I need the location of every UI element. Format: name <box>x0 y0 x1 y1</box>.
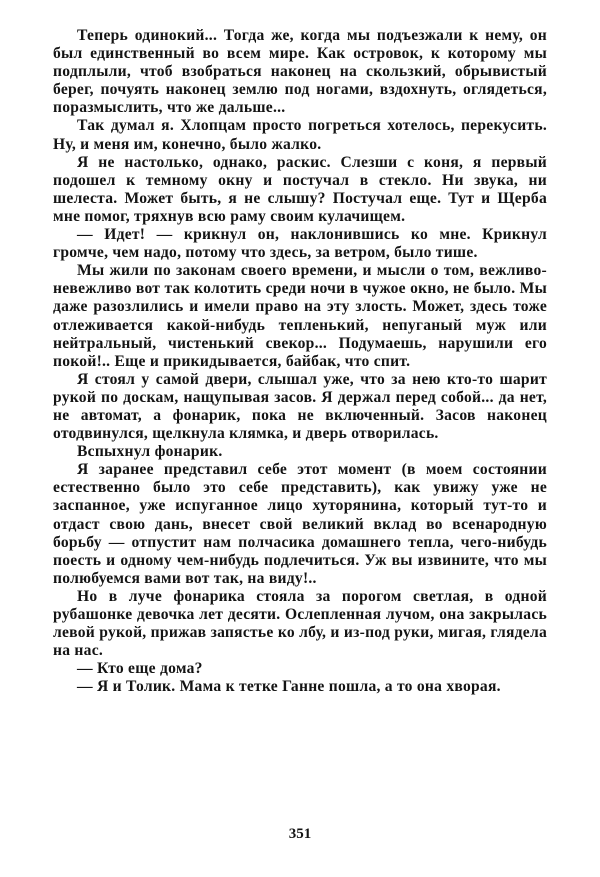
page-number: 351 <box>288 826 312 842</box>
paragraph: Я стоял у самой двери, слышал уже, что за нею кто-то шарит рукой по доскам, нащупывая засов. Я держал перед собой... да нет, не автомат, а фонарик, пока не включенный. Засов наконец отодвинулся, щелкнула клямка, и дверь отворилась. <box>53 370 547 443</box>
paragraph: — Я и Толик. Мама к тетке Ганне пошла, а то она хворая. <box>77 678 501 696</box>
paragraph: Так думал я. Хлопцам просто погреться хотелось, перекусить. Ну, и меня им, конечно, было жалко. <box>53 117 547 153</box>
paragraph: Вспыхнул фонарик. <box>77 443 223 461</box>
paragraph: Я не настолько, однако, раскис. Слезши с коня, я первый подошел к темному окну и постучал в стекло. Ни звука, ни шелеста. Может быть, я не слышу? Постучал еще. Тут и Щерба мне помог, тряхнув всю раму своим кулачищем. <box>53 153 547 225</box>
paragraph: Но в луче фонарика стояла за порогом светлая, в одной рубашонке девочка лет десяти. Ослепленная лучом, она закрылась левой рукой, прижав запястье ко лбу, и из-под руки, мигая, глядела на нас. <box>53 587 547 660</box>
paragraph: Я заранее представил себе этот момент (в моем состоянии естественно было это себе представить), как увижу уже не заспанное, уже испуганное лицо хуторянина, который тут-то и отдаст свою дань, внесет свой великий вклад во всенародную борьбу — отпустит нам полчасика домашнего тепла, чего-нибудь поесть и одному чем-нибудь подлечиться. Уж вы извините, что мы полюбуемся вами вот так, на виду!.. <box>53 461 547 587</box>
paragraph: — Кто еще дома? <box>77 660 203 678</box>
paragraph: Теперь одинокий... Тогда же, когда мы подъезжали к нему, он был единственный во всем мире. Как островок, к которому мы подплыли, чтоб взобраться наконец на скользкий, обрывистый берег, почуять наконец землю под ногами, вздохнуть, оглядеться, поразмыслить, что же дальше... <box>53 27 547 117</box>
paragraph: Мы жили по законам своего времени, и мысли о том, вежливо-невежливо вот так колотить среди ночи в чужое окно, не было. Мы даже разозлились и имели право на эту злость. Может, здесь тоже отлеживается какой-нибудь тепленький, непуганый муж или нейтральный, чистенький свекор... Подумаешь, нарушили его покой!.. Еще и прикидывается, байбак, что спит. <box>53 262 547 370</box>
paragraph: — Идет! — крикнул он, наклонившись ко мне. Крикнул громче, чем надо, потому что здесь, за ветром, было тише. <box>53 226 547 262</box>
page-body <box>53 27 547 696</box>
